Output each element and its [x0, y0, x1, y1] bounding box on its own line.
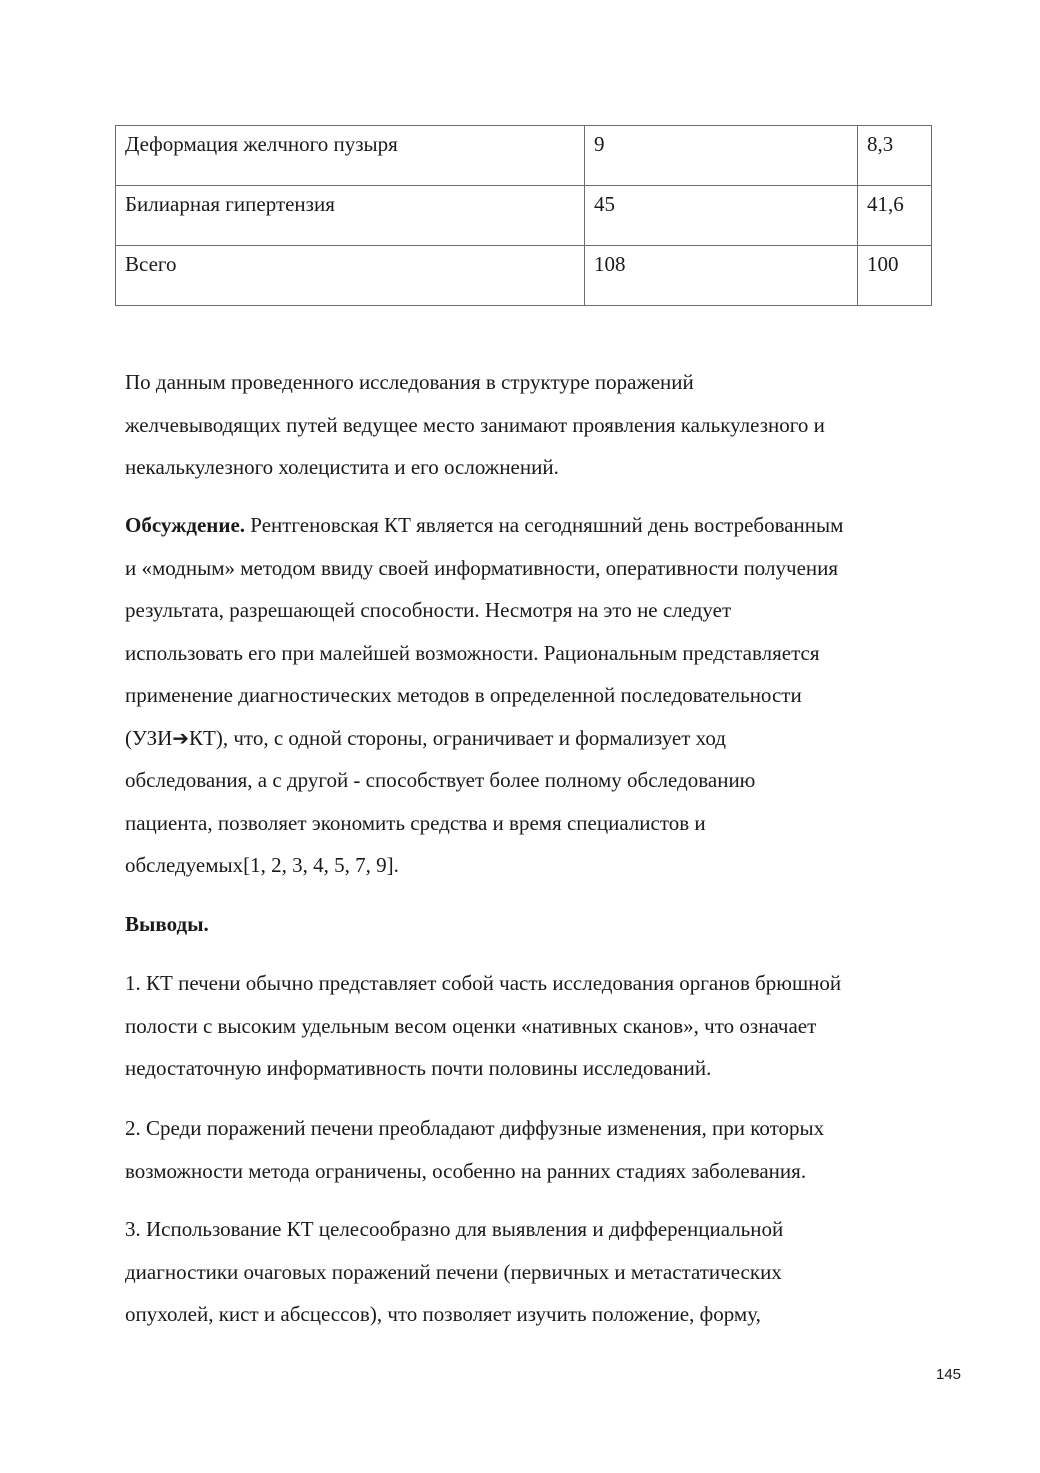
text-line: применение диагностических методов в определенной последовательности	[125, 683, 802, 707]
conclusion-item-2	[125, 1107, 975, 1192]
table-cell: Билиарная гипертензия	[116, 186, 585, 246]
text-fragment: Рентгеновская КТ является на сегодняшний день востребованным	[245, 513, 844, 537]
text-line	[125, 504, 975, 547]
text-line: полости с высоким удельным весом оценки «нативных сканов», что означает	[125, 1013, 817, 1038]
text-line: Выводы.	[125, 912, 209, 936]
text-line: некалькулезного холецистита и его осложнений.	[125, 455, 559, 479]
text-fragment: (УЗИ	[125, 725, 173, 750]
conclusion-item-1	[125, 962, 975, 1090]
text-line: и «модным» методом ввиду своей информативности, оперативности получения	[125, 555, 839, 580]
text-line: пациента, позволяет экономить средства и время специалистов и	[125, 810, 706, 835]
text-line: обследуемых[1, 2, 3, 4, 5, 7, 9].	[125, 853, 399, 877]
text-line: диагностики очаговых поражений печени (первичных и метастатических	[125, 1259, 782, 1284]
table-cell: 45	[585, 186, 858, 246]
table-cell: 9	[585, 126, 858, 186]
text-line	[125, 717, 975, 760]
table-cell: 41,6	[858, 186, 932, 246]
text-line: использовать его при малейшей возможности. Рациональным представляется	[125, 640, 820, 665]
conclusions-heading	[125, 903, 975, 946]
page-number: 145	[936, 1366, 962, 1383]
table-cell: Всего	[116, 246, 585, 306]
text-line: недостаточную информативность почти половины исследований.	[125, 1056, 712, 1080]
table-cell: 108	[585, 246, 858, 306]
table-cell: Деформация желчного пузыря	[116, 126, 585, 186]
text-line: результата, разрешающей способности. Несмотря на это не следует	[125, 598, 732, 622]
results-table	[115, 125, 932, 306]
discussion-heading: Обсуждение.	[125, 513, 246, 537]
text-fragment: КТ), что, с одной стороны, ограничивает и формализует ход	[189, 725, 726, 750]
text-line: 1. КТ печени обычно представляет собой часть исследования органов брюшной	[125, 971, 842, 995]
text-line: 3. Использование КТ целесообразно для выявления и дифференциальной	[125, 1217, 784, 1241]
text-line: возможности метода ограничены, особенно на ранних стадиях заболевания.	[125, 1158, 807, 1183]
conclusion-item-3	[125, 1208, 975, 1336]
text-line: По данным проведенного исследования в структуре поражений	[125, 370, 694, 394]
table-row	[116, 246, 932, 306]
arrow-right-icon: ➔	[172, 725, 190, 750]
text-line: 2. Среди поражений печени преобладают диффузные изменения, при которых	[125, 1116, 825, 1140]
table-row	[116, 186, 932, 246]
text-line: желчевыводящих путей ведущее место занимают проявления калькулезного и	[125, 412, 825, 437]
paragraph-results-summary	[125, 361, 975, 489]
table-cell: 100	[858, 246, 932, 306]
text-line: обследования, а с другой - способствует более полному обследованию	[125, 768, 756, 792]
text-line: опухолей, кист и абсцессов), что позволяет изучить положение, форму,	[125, 1302, 761, 1326]
table-row	[116, 126, 932, 186]
table-cell: 8,3	[858, 126, 932, 186]
paragraph-discussion	[125, 504, 975, 887]
